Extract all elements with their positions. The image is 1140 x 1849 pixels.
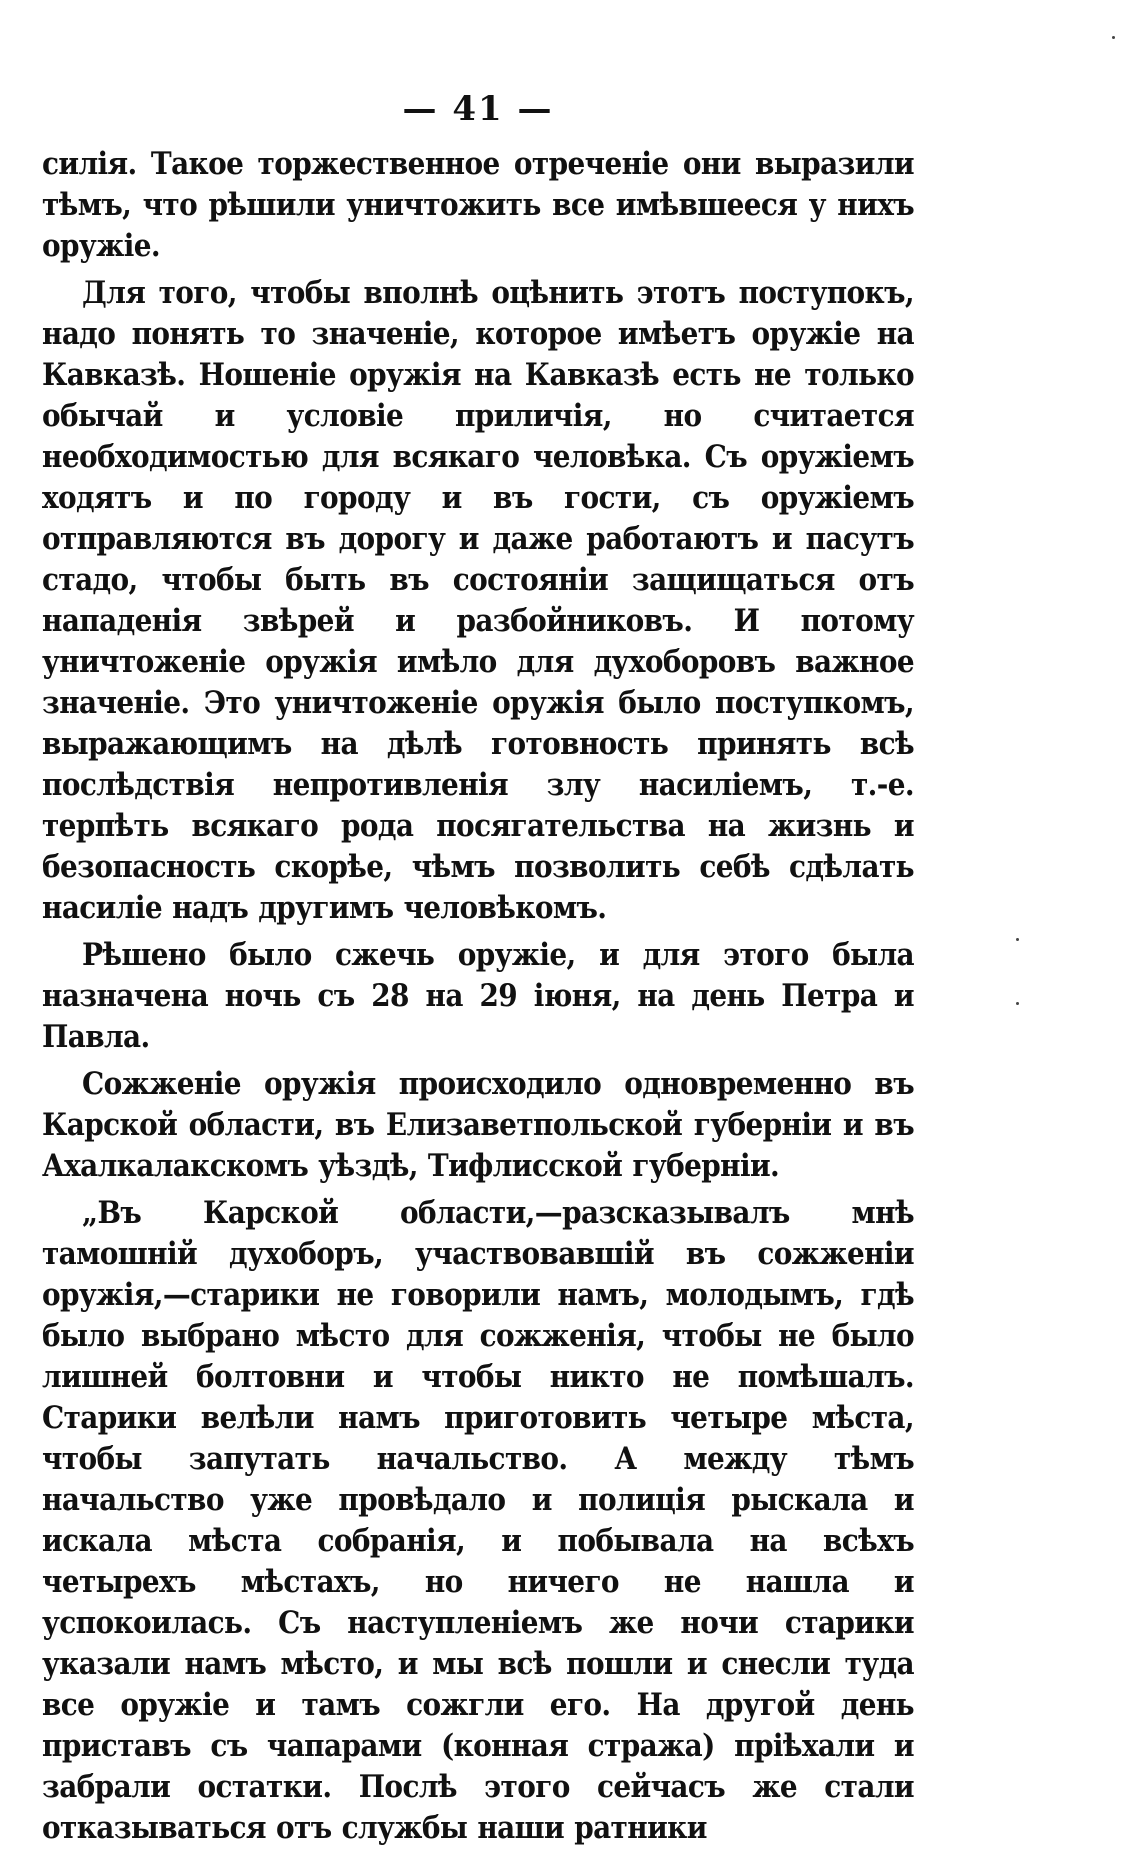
paragraph-burning-decision: Рѣшено было сжечь оружіе, и для этого была назначена ночь съ 28 на 29 іюня, на день Петра и Павла. [42, 937, 914, 1055]
book-page [42, 78, 914, 1849]
paragraph-burning-locations: Сожженіе оружія происходило одновременно въ Карской области, въ Елизаветпольской губерніи и въ Ахалкалакскомъ уѣздѣ, Тифлисской губерніи. [42, 1066, 914, 1184]
print-speck [1112, 36, 1115, 39]
paragraph-kars-account: „Въ Карской области,—разсказывалъ мнѣ тамошній духоборъ, участвовавшій въ сожженіи оружія,—старики не говорили намъ, молодымъ, гдѣ было выбрано мѣсто для сожженія, чтобы не было лишней болтовни и чтобы никто не помѣшалъ. Старики велѣли намъ приготовить четыре мѣста, чтобы запутать начальство. А между тѣмъ начальство уже провѣдало и полиція рыскала и искала мѣста собранія, и побывала на всѣхъ четырехъ мѣстахъ, но ничего не нашла и успокоилась. Съ наступленіемъ же ночи старики указали намъ мѣсто, и мы всѣ пошли и снесли туда все оружіе и тамъ сожгли его. На другой день приставъ съ чапарами (конная стража) пріѣхали и забрали остатки. Послѣ этого сейчасъ же стали отказываться отъ службы наши ратники [42, 1195, 914, 1846]
paragraph-continuation: силія. Такое торжественное отреченіе они выразили тѣмъ, что рѣшили уничтожить все имѣвшееся у нихъ оружіе. [42, 146, 914, 264]
print-speck [1016, 938, 1019, 941]
print-speck [1016, 1002, 1019, 1005]
paragraph-weapons-meaning: Для того, чтобы вполнѣ оцѣнить этотъ поступокъ, надо понять то значеніе, которое имѣетъ оружіе на Кавказѣ. Ношеніе оружія на Кавказѣ есть не только обычай и условіе приличія, но считается необходимостью для всякаго человѣка. Съ оружіемъ ходятъ и по городу и въ гости, съ оружіемъ отправляются въ дорогу и даже работаютъ и пасутъ стадо, чтобы быть въ состояніи защищаться отъ нападенія звѣрей и разбойниковъ. И потому уничтоженіе оружія имѣло для духоборовъ важное значеніе. Это уничтоженіе оружія было поступкомъ, выражающимъ на дѣлѣ готовность принять всѣ послѣдствія непротивленія злу насиліемъ, т.-е. терпѣть всякаго рода посягательства на жизнь и безопасность скорѣе, чѣмъ позволить себѣ сдѣлать насиліе надъ другимъ человѣкомъ. [42, 275, 914, 926]
page-number: — 41 — [402, 89, 554, 129]
